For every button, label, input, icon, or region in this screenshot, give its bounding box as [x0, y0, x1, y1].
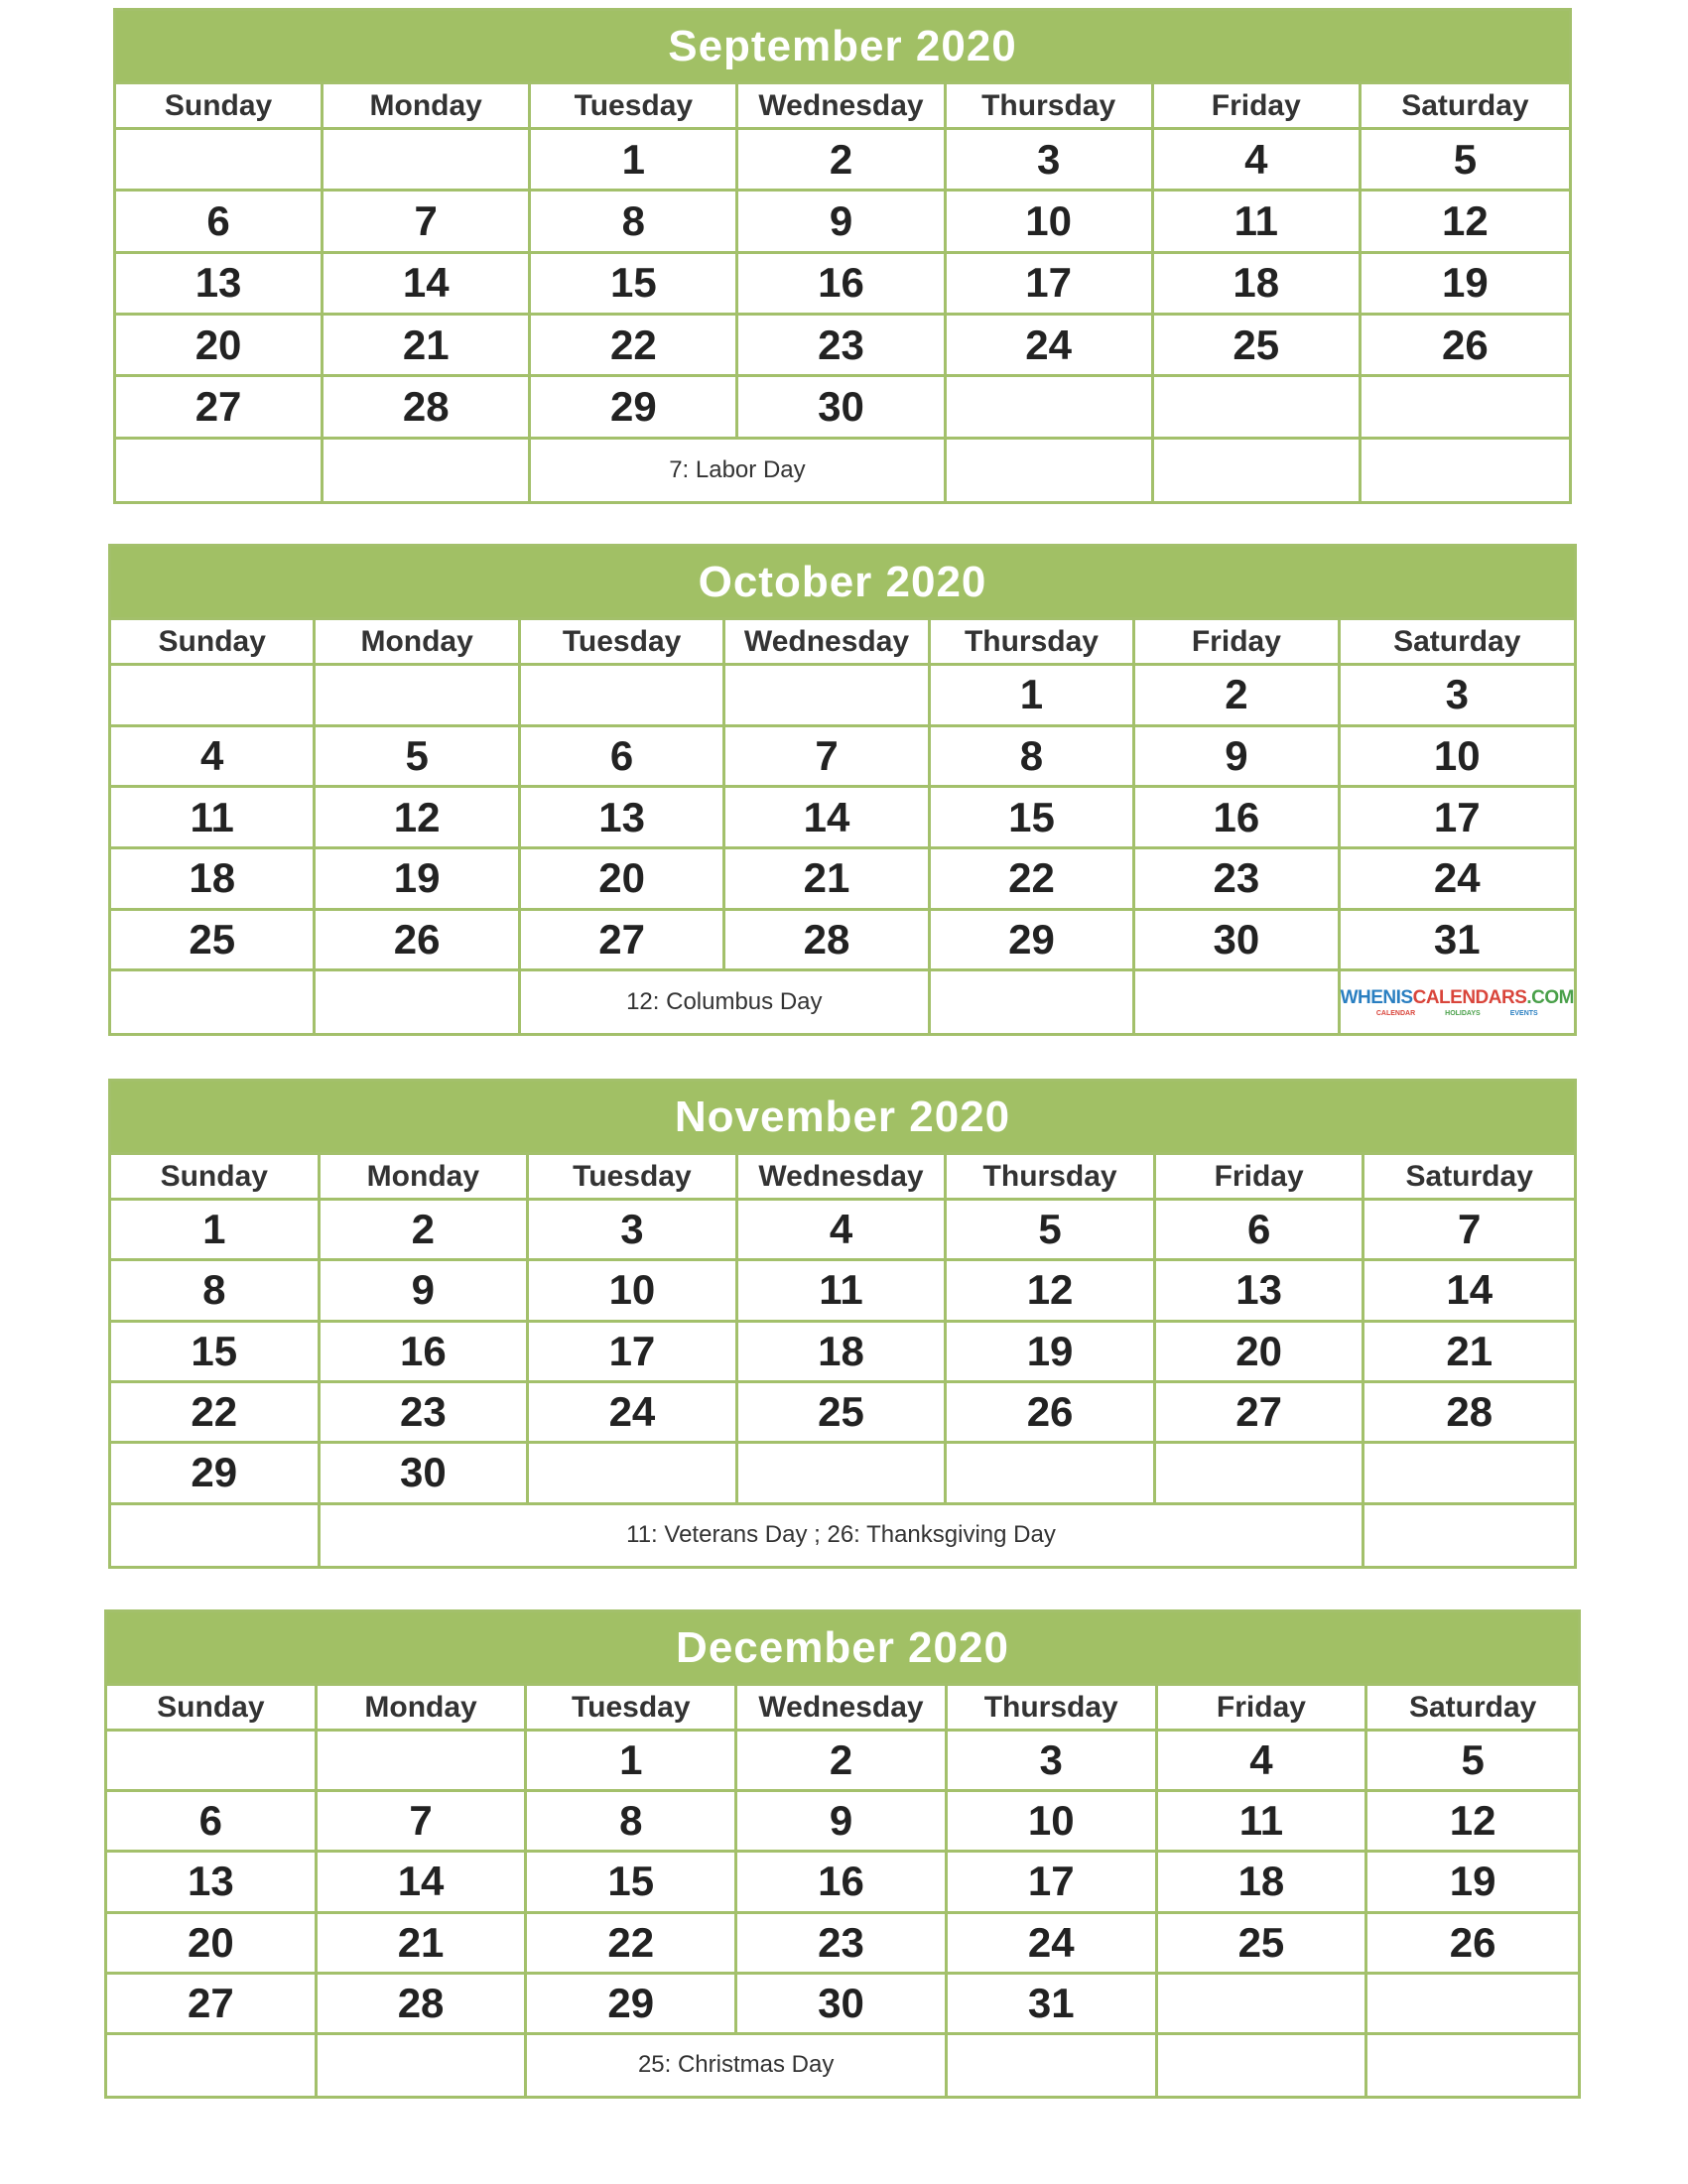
day-cell: 11 [738, 1261, 948, 1322]
day-cell: 9 [321, 1261, 530, 1322]
day-cell: 1 [931, 666, 1135, 727]
empty-cell [318, 2035, 528, 2096]
day-cell [521, 666, 725, 727]
day-cell: 25 [111, 911, 316, 972]
holiday-note: 25: Christmas Day [527, 2035, 947, 2096]
day-cell: 5 [1362, 130, 1569, 192]
day-cell: 31 [948, 1975, 1158, 2035]
day-cell: 8 [931, 727, 1135, 789]
empty-cell [107, 2035, 318, 2096]
weekday-header: Sunday [111, 1155, 321, 1201]
weekday-header: Thursday [947, 1155, 1156, 1201]
weekday-header: Tuesday [529, 1155, 738, 1201]
day-cell: 18 [1158, 1853, 1368, 1913]
day-cell: 9 [738, 192, 946, 253]
day-cell: 26 [316, 911, 520, 972]
day-cell: 27 [107, 1975, 318, 2035]
day-cell [947, 377, 1154, 439]
day-cell: 28 [318, 1975, 528, 2035]
weekday-header: Wednesday [737, 1686, 948, 1732]
day-cell: 13 [107, 1853, 318, 1913]
day-cell: 10 [529, 1261, 738, 1322]
empty-cell [1154, 440, 1362, 501]
day-cell: 19 [316, 849, 520, 911]
day-cell: 21 [1364, 1323, 1574, 1383]
day-cell: 2 [1135, 666, 1340, 727]
day-cell: 18 [738, 1323, 948, 1383]
day-cell: 9 [737, 1792, 948, 1853]
day-cell: 18 [111, 849, 316, 911]
weekday-header: Tuesday [527, 1686, 737, 1732]
weekday-header: Tuesday [531, 84, 738, 130]
day-cell: 22 [111, 1383, 321, 1444]
day-cell: 14 [1364, 1261, 1574, 1322]
day-cell: 10 [947, 192, 1154, 253]
day-cell: 12 [947, 1261, 1156, 1322]
day-cell: 18 [1154, 254, 1362, 316]
day-cell: 30 [321, 1444, 530, 1504]
logo-text-a: WHENIS [1340, 986, 1413, 1008]
day-cell: 1 [531, 130, 738, 192]
day-cell: 10 [948, 1792, 1158, 1853]
day-cell [1154, 377, 1362, 439]
day-cell: 13 [116, 254, 324, 316]
day-cell: 21 [725, 849, 930, 911]
day-cell: 23 [321, 1383, 530, 1444]
empty-cell [324, 440, 531, 501]
day-cell: 15 [111, 1323, 321, 1383]
day-cell: 20 [521, 849, 725, 911]
logo-text-c: .COM [1526, 986, 1574, 1008]
day-cell: 6 [116, 192, 324, 253]
day-cell: 15 [931, 788, 1135, 849]
weekday-header: Sunday [111, 620, 316, 666]
day-cell: 8 [111, 1261, 321, 1322]
day-cell: 22 [931, 849, 1135, 911]
weekday-header: Friday [1154, 84, 1362, 130]
day-cell: 7 [725, 727, 930, 789]
day-cell: 26 [1367, 1914, 1578, 1975]
day-cell: 19 [1362, 254, 1569, 316]
month-grid [107, 1686, 1578, 2096]
day-cell: 29 [527, 1975, 737, 2035]
weekday-header: Thursday [931, 620, 1135, 666]
day-cell: 19 [1367, 1853, 1578, 1913]
logo-subtext-item: CALENDAR [1375, 1009, 1416, 1017]
empty-cell [116, 440, 324, 501]
day-cell: 5 [316, 727, 520, 789]
day-cell: 6 [1156, 1201, 1365, 1261]
day-cell: 13 [1156, 1261, 1365, 1322]
day-cell: 30 [1135, 911, 1340, 972]
day-cell: 2 [737, 1732, 948, 1792]
day-cell: 5 [1367, 1732, 1578, 1792]
holiday-note: 11: Veterans Day ; 26: Thanksgiving Day [321, 1505, 1365, 1566]
weekday-header: Monday [316, 620, 520, 666]
day-cell: 10 [1341, 727, 1574, 789]
weekday-header: Monday [318, 1686, 528, 1732]
day-cell: 25 [1154, 316, 1362, 377]
day-cell: 3 [529, 1201, 738, 1261]
empty-cell [931, 971, 1135, 1033]
day-cell: 5 [947, 1201, 1156, 1261]
day-cell: 27 [116, 377, 324, 439]
day-cell: 28 [725, 911, 930, 972]
day-cell: 4 [738, 1201, 948, 1261]
day-cell: 26 [1362, 316, 1569, 377]
day-cell: 11 [1154, 192, 1362, 253]
day-cell: 11 [111, 788, 316, 849]
weekday-header: Monday [321, 1155, 530, 1201]
weekday-header: Tuesday [521, 620, 725, 666]
day-cell [529, 1444, 738, 1504]
day-cell: 7 [1364, 1201, 1574, 1261]
empty-cell [1135, 971, 1340, 1033]
day-cell: 1 [111, 1201, 321, 1261]
day-cell: 21 [318, 1914, 528, 1975]
weekday-header: Saturday [1362, 84, 1569, 130]
day-cell: 14 [324, 254, 531, 316]
weekday-header: Friday [1158, 1686, 1368, 1732]
empty-cell [1364, 1505, 1574, 1566]
day-cell [116, 130, 324, 192]
day-cell: 3 [1341, 666, 1574, 727]
weekday-header: Sunday [116, 84, 324, 130]
day-cell: 7 [324, 192, 531, 253]
day-cell: 4 [111, 727, 316, 789]
weekday-header: Thursday [947, 84, 1154, 130]
day-cell: 29 [531, 377, 738, 439]
day-cell [316, 666, 520, 727]
month-grid [111, 620, 1574, 1033]
empty-cell [316, 971, 520, 1033]
day-cell: 12 [316, 788, 520, 849]
day-cell: 27 [521, 911, 725, 972]
calendar-september [113, 8, 1572, 504]
day-cell: 23 [1135, 849, 1340, 911]
site-logo [1341, 971, 1574, 1033]
weekday-header: Sunday [107, 1686, 318, 1732]
month-grid [111, 1155, 1574, 1566]
logo-text-b: CALENDARS [1412, 986, 1527, 1008]
day-cell: 29 [111, 1444, 321, 1504]
day-cell: 3 [947, 130, 1154, 192]
day-cell: 24 [529, 1383, 738, 1444]
weekday-header: Wednesday [738, 1155, 948, 1201]
day-cell: 15 [531, 254, 738, 316]
calendar-november [108, 1079, 1577, 1569]
day-cell: 26 [947, 1383, 1156, 1444]
day-cell: 9 [1135, 727, 1340, 789]
empty-cell [1362, 440, 1569, 501]
weekday-header: Friday [1156, 1155, 1365, 1201]
weekday-header: Thursday [948, 1686, 1158, 1732]
day-cell [947, 1444, 1156, 1504]
day-cell: 14 [318, 1853, 528, 1913]
day-cell [1362, 377, 1569, 439]
day-cell [107, 1732, 318, 1792]
day-cell: 23 [738, 316, 946, 377]
day-cell: 2 [321, 1201, 530, 1261]
month-title: December 2020 [107, 1612, 1578, 1686]
day-cell: 29 [931, 911, 1135, 972]
holiday-note: 7: Labor Day [531, 440, 946, 501]
day-cell: 23 [737, 1914, 948, 1975]
weekday-header: Saturday [1341, 620, 1574, 666]
day-cell: 12 [1362, 192, 1569, 253]
day-cell [1156, 1444, 1365, 1504]
day-cell: 25 [738, 1383, 948, 1444]
day-cell: 27 [1156, 1383, 1365, 1444]
day-cell: 20 [1156, 1323, 1365, 1383]
logo-subtext-item: HOLIDAYS [1445, 1009, 1481, 1017]
day-cell: 12 [1367, 1792, 1578, 1853]
day-cell: 21 [324, 316, 531, 377]
day-cell: 14 [725, 788, 930, 849]
day-cell: 30 [737, 1975, 948, 2035]
day-cell: 4 [1158, 1732, 1368, 1792]
empty-cell [1158, 2035, 1368, 2096]
day-cell: 2 [738, 130, 946, 192]
day-cell: 20 [116, 316, 324, 377]
day-cell: 22 [531, 316, 738, 377]
day-cell: 8 [531, 192, 738, 253]
calendar-october [108, 544, 1577, 1036]
day-cell: 8 [527, 1792, 737, 1853]
calendar-december [104, 1609, 1581, 2099]
day-cell: 1 [527, 1732, 737, 1792]
day-cell: 3 [948, 1732, 1158, 1792]
day-cell: 11 [1158, 1792, 1368, 1853]
weekday-header: Saturday [1364, 1155, 1574, 1201]
day-cell: 4 [1154, 130, 1362, 192]
weekday-header: Friday [1135, 620, 1340, 666]
logo-text [1341, 988, 1574, 1007]
logo-subtext-item: EVENTS [1509, 1009, 1538, 1017]
day-cell: 31 [1341, 911, 1574, 972]
day-cell: 25 [1158, 1914, 1368, 1975]
month-grid [116, 84, 1569, 501]
day-cell [111, 666, 316, 727]
weekday-header: Monday [324, 84, 531, 130]
day-cell: 24 [948, 1914, 1158, 1975]
logo-subtext [1376, 1010, 1538, 1017]
day-cell: 17 [948, 1853, 1158, 1913]
month-title: November 2020 [111, 1082, 1574, 1155]
day-cell: 16 [1135, 788, 1340, 849]
day-cell [725, 666, 930, 727]
logo-mark [1341, 988, 1574, 1017]
day-cell: 15 [527, 1853, 737, 1913]
month-title: September 2020 [116, 11, 1569, 84]
month-title: October 2020 [111, 547, 1574, 620]
day-cell: 19 [947, 1323, 1156, 1383]
day-cell: 13 [521, 788, 725, 849]
day-cell [738, 1444, 948, 1504]
day-cell [318, 1732, 528, 1792]
day-cell: 16 [737, 1853, 948, 1913]
weekday-header: Wednesday [725, 620, 930, 666]
day-cell: 16 [321, 1323, 530, 1383]
day-cell: 22 [527, 1914, 737, 1975]
day-cell: 16 [738, 254, 946, 316]
day-cell: 6 [521, 727, 725, 789]
day-cell: 24 [1341, 849, 1574, 911]
day-cell: 17 [529, 1323, 738, 1383]
empty-cell [947, 440, 1154, 501]
empty-cell [111, 1505, 321, 1566]
day-cell: 17 [1341, 788, 1574, 849]
day-cell [324, 130, 531, 192]
day-cell: 20 [107, 1914, 318, 1975]
day-cell: 7 [318, 1792, 528, 1853]
empty-cell [111, 971, 316, 1033]
weekday-header: Wednesday [738, 84, 946, 130]
day-cell: 28 [1364, 1383, 1574, 1444]
day-cell [1158, 1975, 1368, 2035]
weekday-header: Saturday [1367, 1686, 1578, 1732]
day-cell [1367, 1975, 1578, 2035]
empty-cell [948, 2035, 1158, 2096]
day-cell: 30 [738, 377, 946, 439]
day-cell: 28 [324, 377, 531, 439]
empty-cell [1367, 2035, 1578, 2096]
holiday-note: 12: Columbus Day [521, 971, 931, 1033]
day-cell: 24 [947, 316, 1154, 377]
day-cell: 6 [107, 1792, 318, 1853]
day-cell: 17 [947, 254, 1154, 316]
day-cell [1364, 1444, 1574, 1504]
